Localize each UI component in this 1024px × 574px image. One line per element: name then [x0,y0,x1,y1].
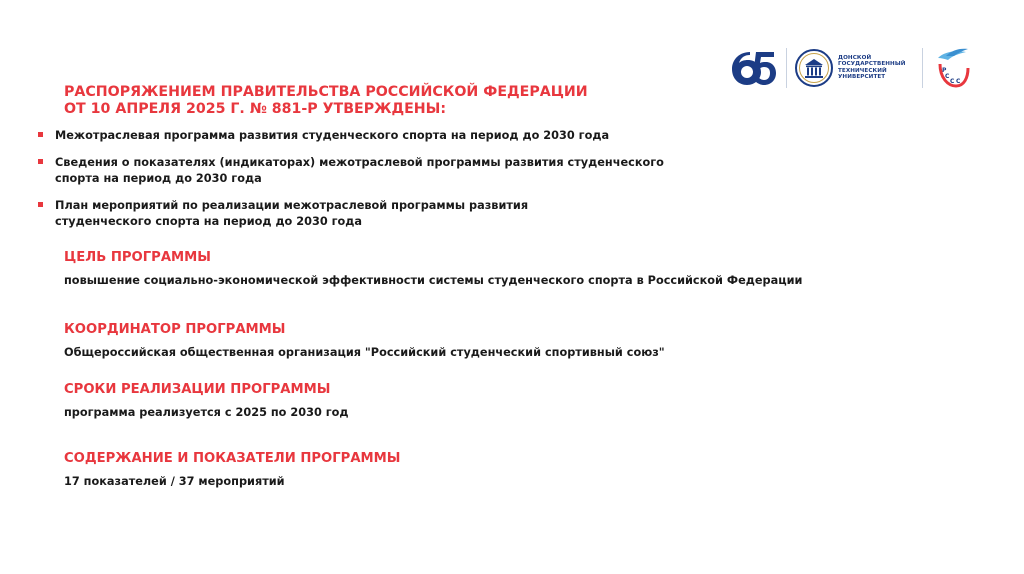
bullet-square-icon [38,202,43,207]
svg-text:С: С [945,73,950,80]
coordinator-title: КООРДИНАТОР ПРОГРАММЫ [64,322,286,337]
svg-text:Р: Р [942,67,947,74]
partner-logos [726,44,976,92]
headline-line-1: РАСПОРЯЖЕНИЕМ ПРАВИТЕЛЬСТВА РОССИЙСКОЙ ФЕДЕРАЦИИ [64,84,588,100]
timeline-section [64,381,844,421]
list-item [38,155,665,187]
goal-section [64,249,844,289]
list-item [38,198,625,230]
goal-text: повышение социально-экономической эффективности системы студенческого спорта в Российской Федерации [64,274,803,287]
timeline-title: СРОКИ РЕАЛИЗАЦИИ ПРОГРАММЫ [64,382,331,397]
rsss-union-logo [932,46,972,90]
page-headline [64,84,664,118]
dgtu-emblem-icon [794,48,834,88]
svg-text:С: С [956,78,961,85]
approved-documents-list [38,128,718,230]
bullet-square-icon [38,159,43,164]
coordinator-text: Общероссийская общественная организация "Российский студенческий спортивный союз" [64,346,665,359]
content-title: СОДЕРЖАНИЕ И ПОКАЗАТЕЛИ ПРОГРАММЫ [64,451,401,466]
coordinator-section [64,321,844,361]
document-title: Межотраслевая программа развития студенческого спорта на период до 2030 года [55,129,610,142]
university-name: ДОНСКОЙ ГОСУДАРСТВЕННЫЙ ТЕХНИЧЕСКИЙ УНИВЕРСИТЕТ [838,55,906,81]
document-title: Сведения о показателях (индикаторах) межотраслевой программы развития студенческого спорта на период до 2030 года [55,156,664,185]
logo-divider [922,48,923,88]
logo-divider [786,48,787,88]
document-title: План мероприятий по реализации межотраслевой программы развития студенческого спорта на период до 2030 года [55,199,529,228]
list-item [38,128,718,144]
svg-text:С: С [950,78,955,85]
content-text: 17 показателей / 37 мероприятий [64,475,285,488]
content-section [64,450,844,490]
bullet-square-icon [38,132,43,137]
timeline-text: программа реализуется с 2025 по 2030 год [64,406,349,419]
headline-line-2: ОТ 10 АПРЕЛЯ 2025 Г. № 881-Р УТВЕРЖДЕНЫ: [64,101,447,117]
anniversary-65-logo [728,46,778,90]
goal-title: ЦЕЛЬ ПРОГРАММЫ [64,250,211,265]
